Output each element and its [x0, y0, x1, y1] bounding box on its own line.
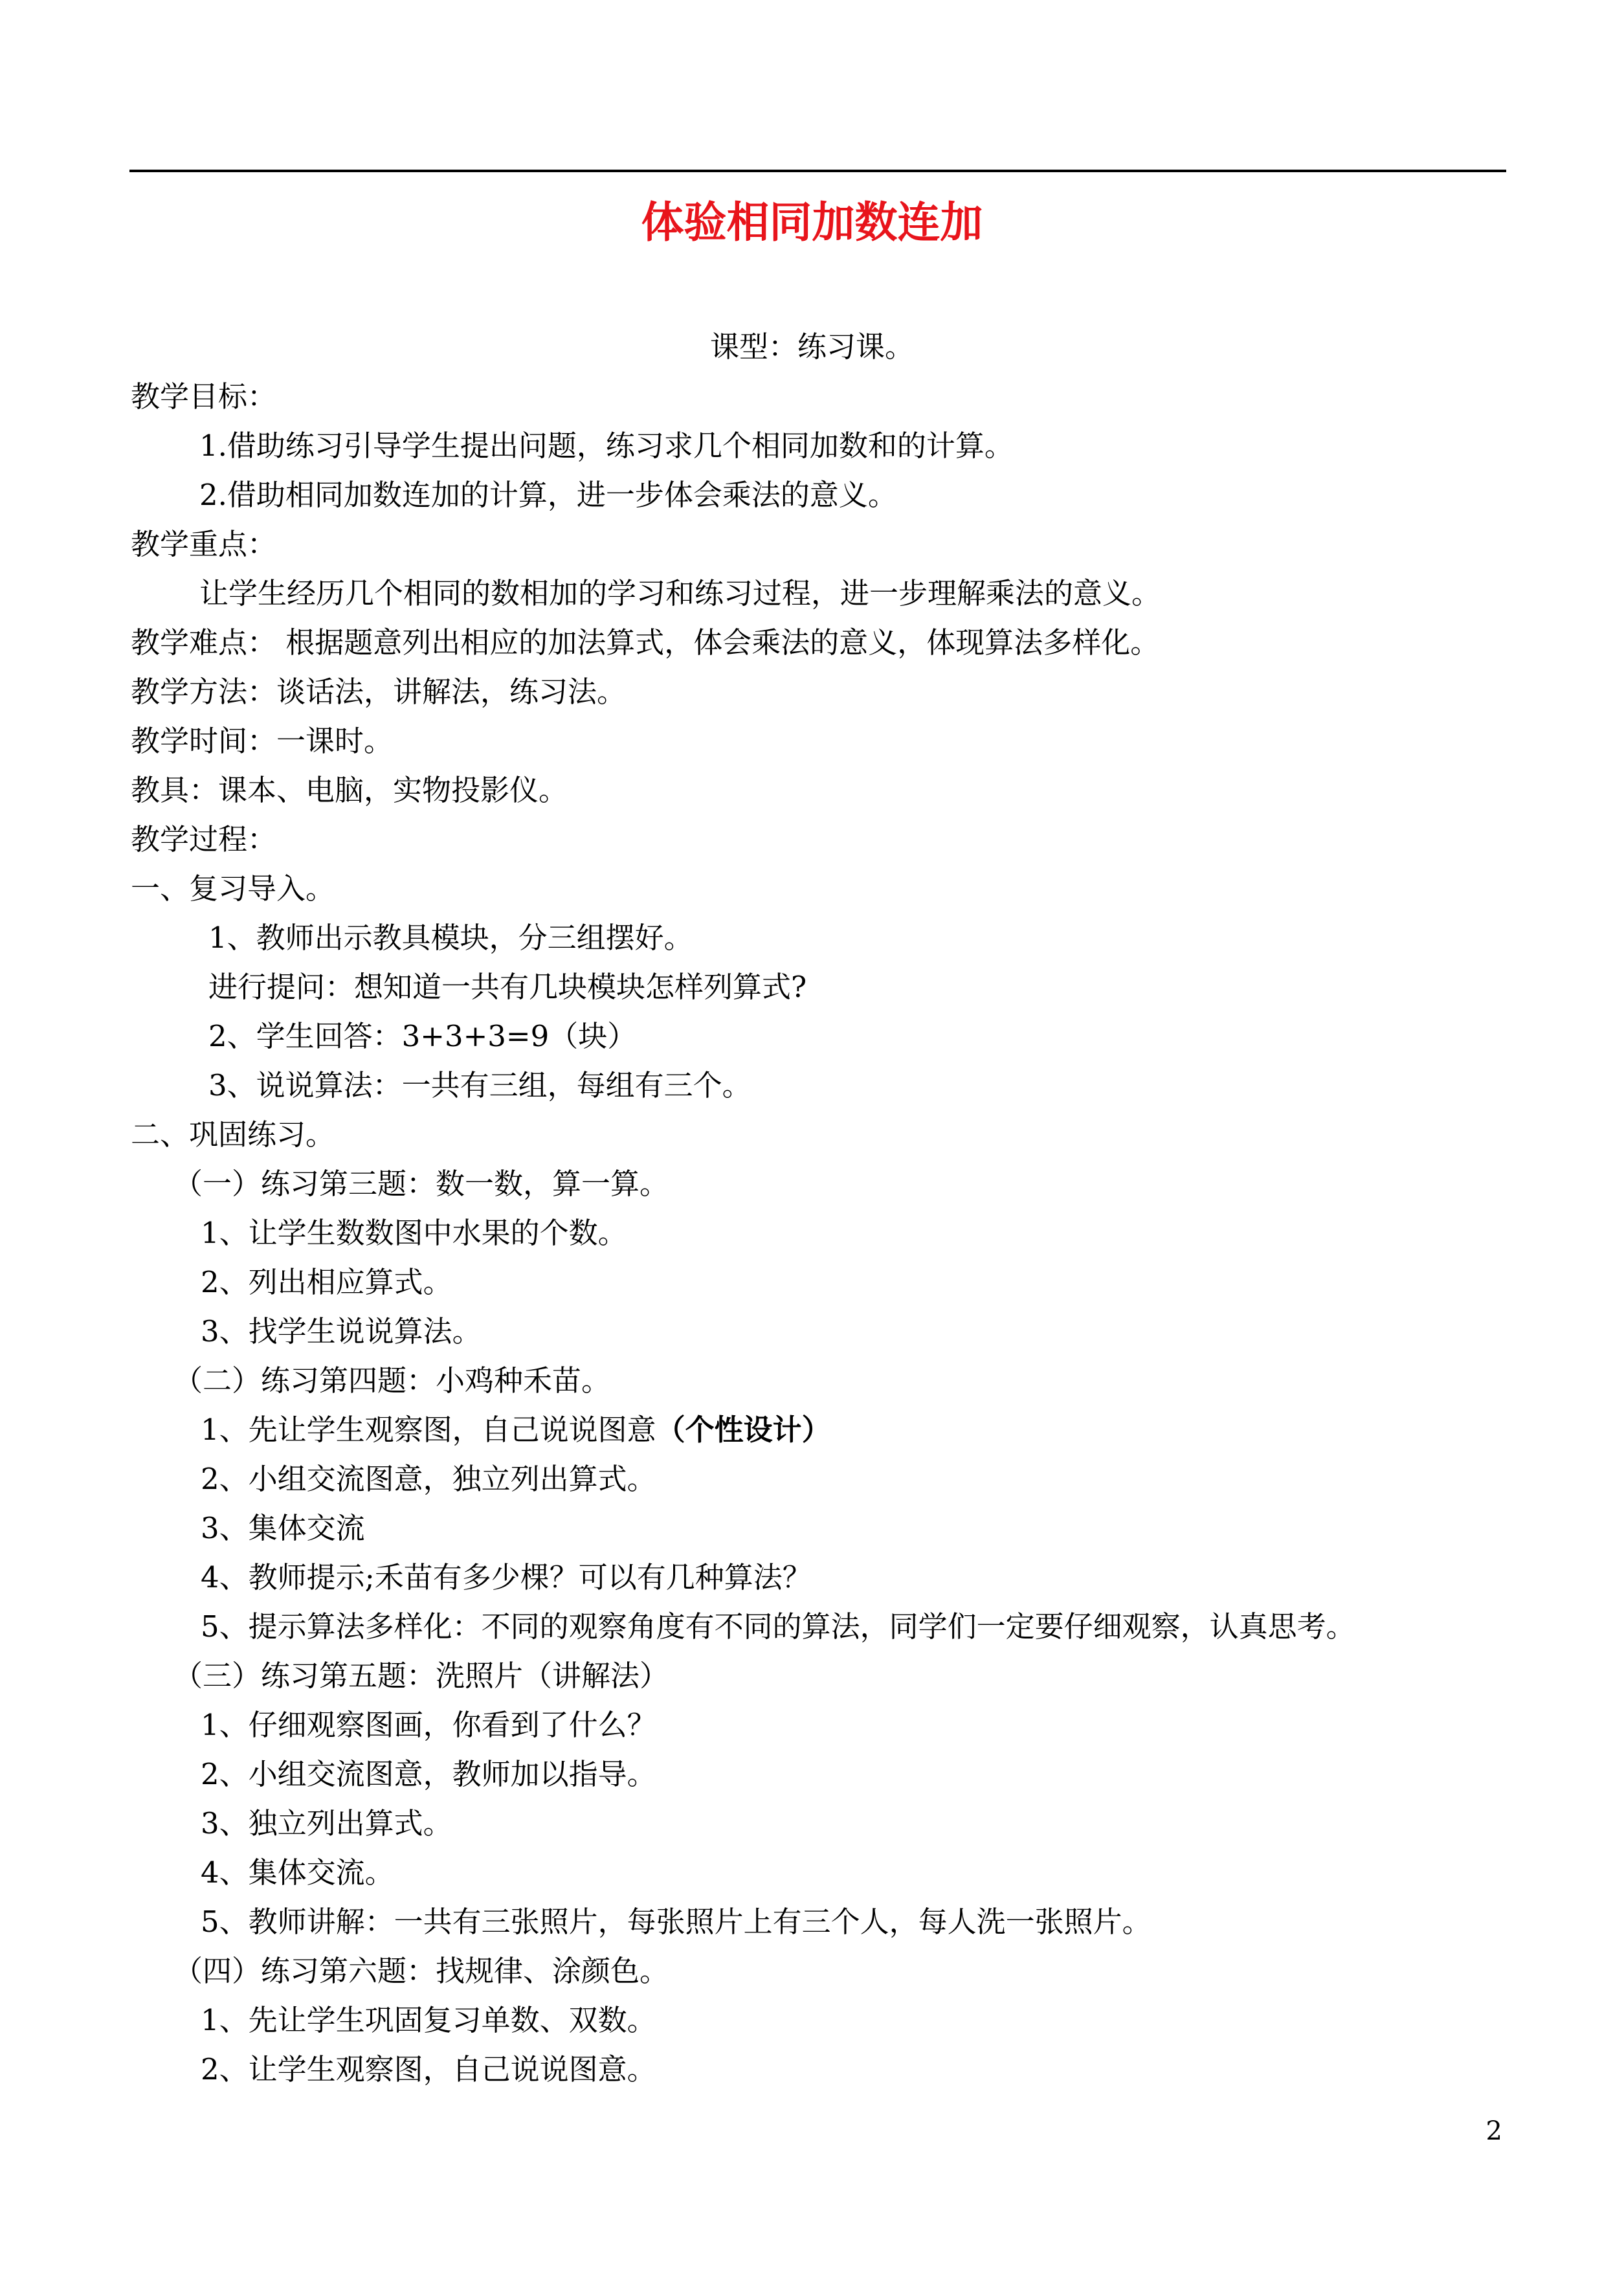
line-text: 教学重点：: [131, 527, 277, 561]
line-text: 进行提问：想知道一共有几块模块怎样列算式?: [208, 970, 807, 1004]
document-body: [131, 372, 1555, 2094]
text-line: [131, 1159, 1555, 1209]
text-line: [131, 1356, 1555, 1405]
line-text: 二、巩固练习。: [131, 1117, 335, 1152]
line-text: 1、仔细观察图画，你看到了什么？: [201, 1708, 656, 1742]
text-line: [131, 471, 1555, 520]
line-text: 一、复习导入。: [131, 871, 335, 906]
text-line: [131, 421, 1555, 471]
line-text: 2、小组交流图意，独立列出算式。: [201, 1462, 656, 1496]
line-text: 3、找学生说说算法。: [201, 1314, 482, 1348]
text-line: [131, 618, 1555, 667]
line-text: 2、让学生观察图，自己说说图意。: [201, 2052, 656, 2086]
line-text: 教具：课本、电脑，实物投影仪。: [131, 773, 568, 807]
text-line: [131, 2045, 1555, 2094]
line-text: 5、教师讲解：一共有三张照片，每张照片上有三个人，每人洗一张照片。: [201, 1905, 1151, 1939]
line-text: 教学时间：一课时。: [131, 724, 394, 758]
line-text: 让学生经历几个相同的数相加的学习和练习过程，进一步理解乘法的意义。: [199, 576, 1161, 610]
line-text: 2.借助相同加数连加的计算，进一步体会乘法的意义。: [199, 478, 897, 512]
text-line: [131, 1750, 1555, 1799]
line-emphasis: （个性设计）: [656, 1413, 831, 1447]
text-line: [131, 1602, 1555, 1651]
text-line: [131, 1012, 1555, 1061]
line-text: 1.借助练习引导学生提出问题，练习求几个相同加数和的计算。: [199, 429, 1014, 463]
text-line: [131, 1996, 1555, 2045]
line-text: 教学目标：: [131, 379, 277, 414]
text-line: [131, 520, 1555, 569]
line-text: 2、学生回答：3+3+3=9（块）: [208, 1019, 637, 1053]
line-text: 2、列出相应算式。: [201, 1265, 452, 1299]
line-text: （一）练习第三题：数一数，算一算。: [173, 1167, 669, 1201]
document-title: 体验相同加数连加: [641, 197, 983, 247]
line-text: 3、说说算法：一共有三组，每组有三个。: [208, 1068, 751, 1102]
text-line: [131, 1504, 1555, 1553]
text-line: [131, 963, 1555, 1012]
line-text: 教学方法：谈话法，讲解法，练习法。: [131, 675, 627, 709]
text-line: [131, 1897, 1555, 1947]
text-line: [131, 372, 1555, 421]
text-line: [131, 1405, 1555, 1455]
line-text: 1、让学生数数图中水果的个数。: [201, 1216, 627, 1250]
text-line: [131, 1209, 1555, 1258]
line-text: 教学难点： 根据题意列出相应的加法算式，体会乘法的意义，体现算法多样化。: [131, 625, 1160, 660]
header-rule: [129, 170, 1506, 172]
line-text: 4、集体交流。: [201, 1855, 394, 1890]
text-line: [131, 1848, 1555, 1897]
text-line: [131, 1553, 1555, 1602]
text-line: [131, 1307, 1555, 1356]
text-line: [131, 1061, 1555, 1110]
text-line: [131, 1110, 1555, 1159]
text-line: [131, 569, 1555, 618]
text-line: [131, 1455, 1555, 1504]
text-line: [131, 1947, 1555, 1996]
text-line: [131, 1258, 1555, 1307]
text-line: [131, 1701, 1555, 1750]
text-line: [131, 864, 1555, 913]
line-text: （四）练习第六题：找规律、涂颜色。: [173, 1954, 669, 1988]
line-text: 1、教师出示教具模块，分三组摆好。: [208, 921, 693, 955]
text-line: [131, 667, 1555, 717]
line-text: 4、教师提示;禾苗有多少棵？可以有几种算法？: [201, 1560, 812, 1594]
page-number: 2: [1485, 2116, 1502, 2146]
line-text: （二）练习第四题：小鸡种禾苗。: [173, 1363, 611, 1398]
line-text: （三）练习第五题：洗照片（讲解法）: [173, 1659, 669, 1693]
line-text: 3、集体交流: [201, 1511, 365, 1545]
text-line: [131, 766, 1555, 815]
line-text: 教学过程：: [131, 822, 277, 856]
line-text: 2、小组交流图意，教师加以指导。: [201, 1757, 656, 1791]
text-line: [131, 913, 1555, 963]
text-line: [131, 1799, 1555, 1848]
text-line: [131, 717, 1555, 766]
line-text: 1、先让学生巩固复习单数、双数。: [201, 2003, 656, 2037]
line-text: 1、先让学生观察图，自己说说图意: [201, 1413, 656, 1447]
lesson-type: 课型：练习课。: [709, 330, 914, 364]
text-line: [131, 1651, 1555, 1701]
line-text: 3、独立列出算式。: [201, 1806, 452, 1840]
text-line: [131, 815, 1555, 864]
line-text: 5、提示算法多样化：不同的观察角度有不同的算法，同学们一定要仔细观察，认真思考。: [201, 1609, 1355, 1644]
